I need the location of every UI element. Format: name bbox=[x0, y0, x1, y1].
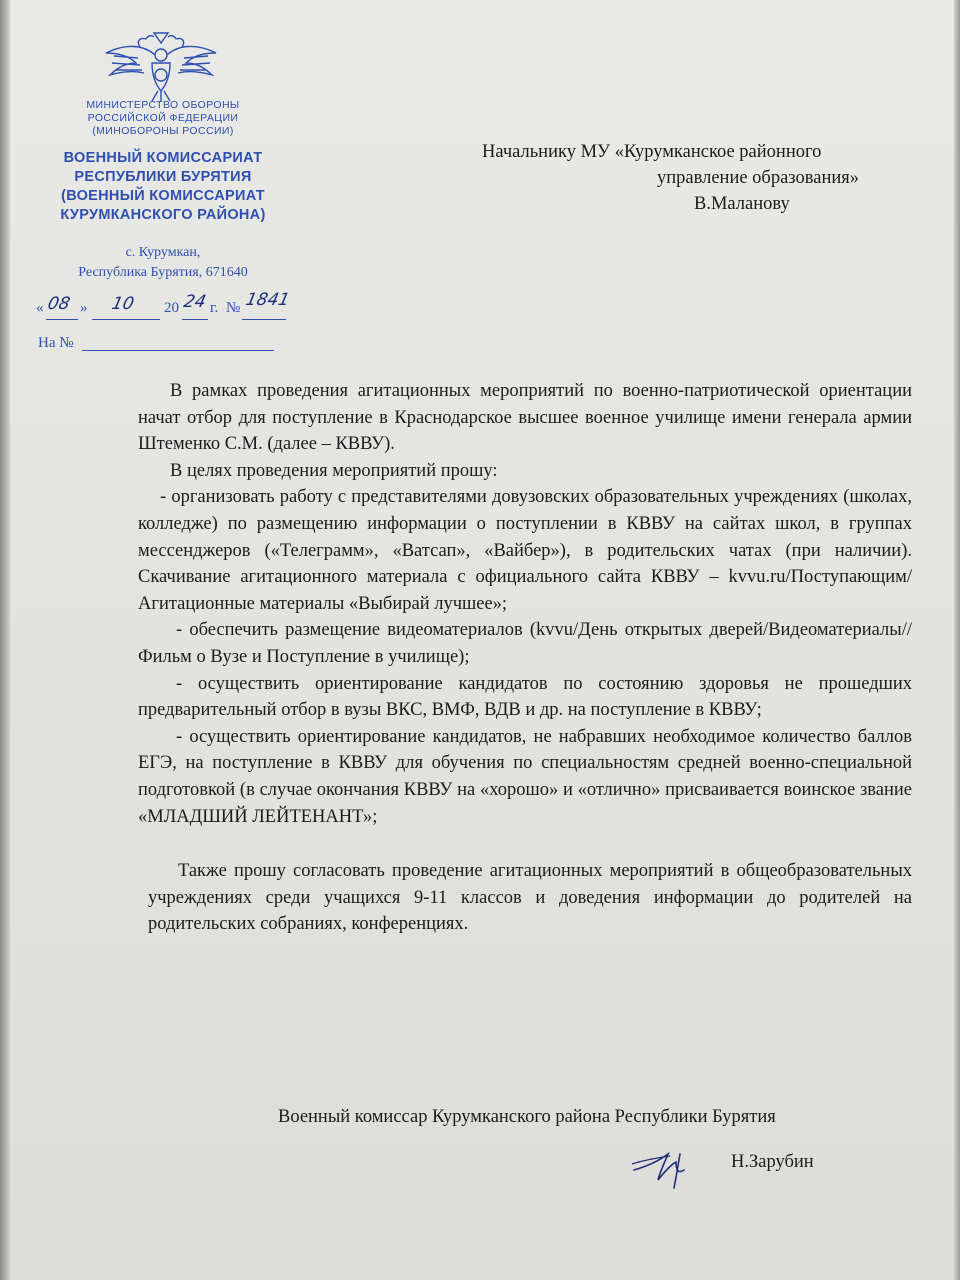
handwritten-number: 1841 bbox=[243, 290, 292, 310]
stamp-address bbox=[28, 243, 298, 283]
signer-name: Н.Зарубин bbox=[731, 1152, 814, 1172]
year-prefix: 20 bbox=[164, 300, 179, 316]
commissariat-line-2: РЕСПУБЛИКИ БУРЯТИЯ bbox=[74, 169, 252, 185]
ministry-line-3: (МИНОБОРОНЫ РОССИИ) bbox=[92, 125, 234, 137]
handwritten-year: 24 bbox=[181, 292, 208, 312]
letter-body bbox=[138, 378, 912, 938]
paper-shadow-left bbox=[0, 0, 10, 1280]
address-line-2: Республика Бурятия, 671640 bbox=[78, 265, 248, 280]
number-sign: № bbox=[226, 300, 241, 316]
request-lead: В целях проведения мероприятий прошу: bbox=[170, 460, 498, 481]
date-number-line bbox=[14, 290, 292, 322]
double-headed-eagle-icon bbox=[96, 25, 226, 105]
request-item-3: - осуществить ориентирование кандидатов по состоянию здоровья не прошедших предварительный отбор в вузы ВКС, ВМФ, ВДВ и др. на поступление в КВВУ; bbox=[138, 673, 912, 721]
date-open-quote: « bbox=[36, 300, 44, 316]
ministry-line-1: МИНИСТЕРСТВО ОБОРОНЫ bbox=[86, 99, 240, 111]
ministry-line-2: РОССИЙСКОЙ ФЕДЕРАЦИИ bbox=[87, 112, 239, 124]
request-item-1: - организовать работу с представителями довузовских образовательных учреждениях (школах, колледже) по размещению информации о поступлении в КВВУ на сайтах школ, в группах мессенджеров («Телеграмм», «Ватсап», «Вайбер»), в родительских чатах (при наличии). Скачивание агитационного материала с официального сайта КВВУ – kvvu.ru/Поступающим/Агитационные материалы «Выбирай лучшее»; bbox=[138, 487, 912, 614]
day-underline bbox=[46, 319, 78, 320]
addressee-line-1: Начальнику МУ «Курумканское районного bbox=[482, 142, 822, 162]
addressee-line-2: управление образования» bbox=[657, 168, 860, 188]
reply-label: На № bbox=[38, 335, 74, 351]
number-underline bbox=[242, 319, 286, 320]
handwritten-signature bbox=[630, 1140, 710, 1190]
request-item-4: - осуществить ориентирование кандидатов, не набравших необходимое количество баллов ЕГЭ, на поступление в КВВУ для обучения по специальностям средней военно-специальной подготовкой (в случае окончания КВВУ на «хорошо» и «отлично» присваивается воинское звание «МЛАДШИЙ ЛЕЙТЕНАНТ»; bbox=[138, 726, 912, 827]
commissariat-name bbox=[28, 149, 298, 225]
address-line-1: с. Курумкан, bbox=[125, 245, 201, 260]
final-paragraph: Также прошу согласовать проведение агитационных мероприятий в общеобразовательных учреждениях среди учащихся 9-11 классов и доведения информации до родителей на родительских собраниях, конференциях. bbox=[148, 861, 912, 935]
commissariat-line-1: ВОЕННЫЙ КОМИССАРИАТ bbox=[63, 150, 263, 166]
request-item-2: - обеспечить размещение видеоматериалов (kvvu/День открытых дверей/Видеоматериалы//Фильм о Вузе и Поступление в училище); bbox=[138, 620, 912, 667]
addressee-block bbox=[440, 139, 920, 217]
addressee-name: В.Маланову bbox=[694, 194, 790, 214]
reply-underline bbox=[82, 350, 274, 351]
commissariat-line-3: (ВОЕННЫЙ КОМИССАРИАТ bbox=[61, 188, 265, 204]
reply-to-line bbox=[38, 333, 278, 355]
date-close-quote: » bbox=[80, 300, 88, 316]
handwritten-month: 10 bbox=[109, 294, 136, 314]
year-underline bbox=[182, 319, 208, 320]
year-unit: г. bbox=[210, 300, 219, 316]
ministry-name bbox=[28, 99, 298, 138]
signer-position: Военный комиссар Курумканского района Республики Бурятия bbox=[278, 1107, 776, 1127]
commissariat-line-4: КУРУМКАНСКОГО РАЙОНА) bbox=[60, 207, 266, 223]
intro-paragraph: В рамках проведения агитационных мероприятий по военно-патриотической ориентации начат отбор для поступление в Краснодарское высшее военное училище имени генерала армии Штеменко С.М. (далее – КВВУ). bbox=[138, 381, 912, 455]
paragraph-gap bbox=[138, 830, 912, 858]
paper-shadow-right bbox=[954, 0, 960, 1280]
handwritten-day: 08 bbox=[45, 294, 72, 314]
month-underline bbox=[92, 319, 160, 320]
